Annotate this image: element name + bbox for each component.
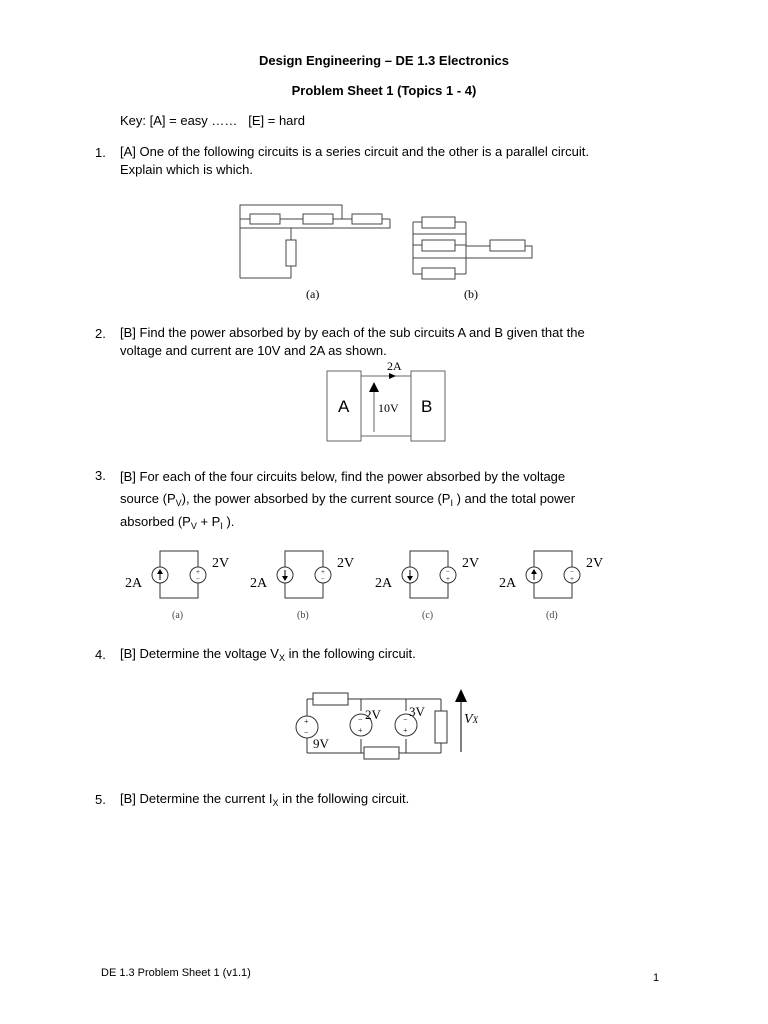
q3-voltage-label: 2V [212,556,230,571]
q4-source-3v-label: 3V [409,704,425,719]
q1-label-b: (b) [464,287,478,301]
document-subtitle: Problem Sheet 1 (Topics 1 - 4) [291,83,477,98]
difficulty-key: Key: [A] = easy …… [E] = hard [120,113,305,128]
q3-current-label: 2A [375,576,393,591]
q5-number: 5. [95,792,106,807]
svg-text:−: − [446,568,450,576]
q5-text: [B] Determine the current $I_X$ in the following circuit. [120,791,410,808]
q4-source-9v-label: 9V [313,736,329,751]
q1-line1: [A] One of the following circuits is a series circuit and the other is a parallel circuit. [120,144,589,159]
svg-text:+: + [196,568,200,576]
svg-text:+: + [446,575,450,583]
svg-text:+: + [570,575,574,583]
svg-text:−: − [403,715,408,724]
q2-line2: voltage and current are 10V and 2A as shown. [120,343,387,358]
q3-voltage-label: 2V [586,556,604,571]
q2-number: 2. [95,326,106,341]
q4-source-2v-label: 2V [365,707,381,722]
svg-text:−: − [196,575,200,583]
q3-voltage-label: 2V [337,556,355,571]
document-title: Design Engineering – DE 1.3 Electronics [259,53,509,68]
q2-line1: [B] Find the power absorbed by by each of the sub circuits A and B given that the [120,325,585,340]
svg-text:+: + [321,568,325,576]
svg-text:−: − [321,575,325,583]
svg-text:+: + [304,717,309,726]
q4-number: 4. [95,647,106,662]
page-number: 1 [653,972,660,984]
q3-circuit-label: (c) [422,610,434,621]
q3-current-label: 2A [250,576,268,591]
q3-number: 3. [95,468,106,483]
q3-voltage-label: 2V [462,556,480,571]
svg-text:−: − [570,568,574,576]
q2-box-b-label: B [421,397,433,416]
q3-current-label: 2A [499,576,517,591]
q1-line2: Explain which is which. [120,162,253,177]
svg-text:−: − [304,728,309,737]
q1-number: 1. [95,145,106,160]
q3-circuit-label: (b) [297,610,309,621]
q3-line3: absorbed ($P_V + P_I$ ). [120,514,235,531]
q4-vx-label: VX [464,712,479,727]
svg-text:+: + [403,726,408,735]
svg-text:−: − [358,715,363,724]
q2-current-label: 2A [387,359,402,373]
q4-text: [B] Determine the voltage $V_X$ in the following circuit. [120,646,416,663]
q3-circuit-label: (a) [172,610,184,621]
q3-circuit-label: (d) [546,610,558,621]
footer-left: DE 1.3 Problem Sheet 1 (v1.1) [101,967,251,979]
q2-voltage-label: 10V [378,401,399,415]
q3-current-label: 2A [125,576,143,591]
q2-box-a-label: A [338,397,350,416]
q3-line2: source $(P_V)$, the power absorbed by the current source ($P_I$ ) and the total power [120,491,576,508]
svg-text:+: + [358,726,363,735]
q3-line1: [B] For each of the four circuits below, find the power absorbed by the voltage [120,469,566,484]
q1-label-a: (a) [306,287,320,301]
